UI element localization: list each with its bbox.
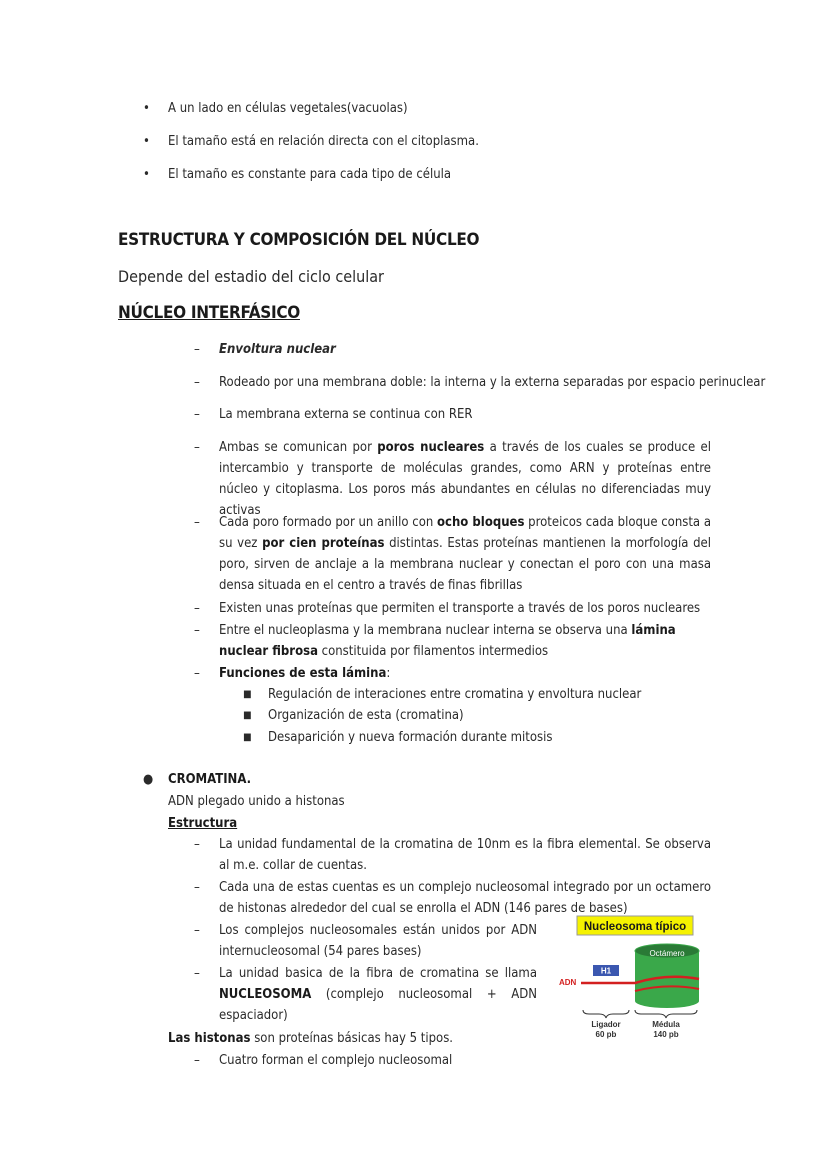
chromatin-item-3: Los complejos nucleosomales están unidos por ADN internucleosomal (54 pares bases) [219, 923, 537, 959]
section-title: ESTRUCTURA Y COMPOSICIÓN DEL NÚCLEO [118, 230, 480, 250]
octamer-cylinder-bottom [635, 994, 699, 1008]
chromatin-subtitle: ADN plegado unido a histonas [168, 794, 345, 809]
bullet-dot: ● [143, 772, 154, 787]
interphase-title: NÚCLEO INTERFÁSICO [118, 303, 300, 323]
interphase-item-5: Existen unas proteínas que permiten el transporte a través de los poros nucleares [219, 601, 701, 616]
dna-label: ADN [559, 978, 577, 987]
chromatin-item-4: La unidad basica de la fibra de cromatina se llama NUCLEOSOMA (complejo nucleosomal + ADN espaciador) [219, 966, 537, 1023]
histones-sentence: Las histonas son proteínas básicas hay 5 tipos. [168, 1031, 454, 1046]
histones-item-1: Cuatro forman el complejo nucleosomal [219, 1053, 453, 1068]
bullet-dot: • [143, 101, 150, 116]
bullet-dot: • [143, 167, 150, 182]
section-subtitle: Depende del estadio del ciclo celular [118, 267, 384, 286]
chromatin-item-2: Cada una de estas cuentas es un complejo nucleosomal integrado por un octamero de histonas alrededor del cual se enrolla el ADN (146 pares de bases) [219, 880, 711, 916]
structure-label: Estructura [168, 816, 238, 831]
figure-title: Nucleosoma típico [583, 921, 687, 933]
dash-marker: – [194, 601, 200, 616]
dash-marker: – [194, 515, 200, 530]
lamina-function-2: Organización de esta (cromatina) [268, 708, 464, 723]
dash-marker: – [194, 923, 200, 938]
square-bullet: ■ [243, 732, 252, 743]
dash-marker: – [194, 440, 200, 455]
square-bullet: ■ [243, 710, 252, 721]
core-brace [635, 1010, 697, 1018]
dash-marker: – [194, 623, 200, 638]
dash-marker: – [194, 966, 200, 981]
bullet-dot: • [143, 134, 150, 149]
dash-marker: – [194, 342, 200, 357]
top-bullet-1: A un lado en células vegetales(vacuolas) [168, 101, 408, 116]
interphase-item-7: Funciones de esta lámina: [219, 666, 391, 681]
top-bullet-3: El tamaño es constante para cada tipo de célula [168, 167, 452, 182]
lamina-function-1: Regulación de interaciones entre cromatina y envoltura nuclear [268, 687, 642, 702]
dash-marker: – [194, 880, 200, 895]
chromatin-item-1: La unidad fundamental de la cromatina de 10nm es la fibra elemental. Se observa al m.e. collar de cuentas. [219, 837, 711, 873]
dash-marker: – [194, 837, 200, 852]
interphase-item-2: La membrana externa se continua con RER [219, 407, 473, 422]
dash-marker: – [194, 375, 200, 390]
dash-marker: – [194, 666, 200, 681]
core-label: Médula [652, 1020, 680, 1029]
dash-marker: – [194, 1053, 200, 1068]
octamer-label: Octámero [649, 949, 685, 958]
linker-value: 60 pb [595, 1030, 617, 1039]
nucleosome-diagram [555, 913, 715, 1043]
interphase-item-4: Cada poro formado por un anillo con ocho bloques proteicos cada bloque consta a su vez por cien proteínas distintas. Estas proteínas mantienen la morfología del poro, sirven de anclaje a la membrana nuclear y conectan el poro con una masa densa situada en el centro a través de finas fibrillas [219, 515, 711, 593]
lamina-function-3: Desaparición y nueva formación durante mitosis [268, 730, 553, 745]
interphase-item-3: Ambas se comunican por poros nucleares a través de los cuales se produce el intercambio y transporte de moléculas grandes, como ARN y proteínas entre núcleo y citoplasma. Los poros más abundantes en células no diferenciadas muy activas [219, 440, 711, 518]
interphase-item-1: Rodeado por una membrana doble: la interna y la externa separadas por espacio perinuclear [219, 375, 766, 390]
chromatin-title: CROMATINA. [168, 772, 252, 787]
dash-marker: – [194, 407, 200, 422]
h1-label: H1 [600, 966, 612, 976]
top-bullet-2: El tamaño está en relación directa con el citoplasma. [168, 134, 479, 149]
linker-brace [583, 1010, 629, 1018]
square-bullet: ■ [243, 689, 252, 700]
nucleosome-figure [555, 913, 715, 1043]
interphase-item-6: Entre el nucleoplasma y la membrana nuclear interna se observa una lámina nuclear fibrosa constituida por filamentos intermedios [219, 623, 676, 659]
core-value: 140 pb [653, 1030, 679, 1039]
linker-label: Ligador [591, 1020, 621, 1029]
envelope-label: Envoltura nuclear [219, 342, 336, 357]
